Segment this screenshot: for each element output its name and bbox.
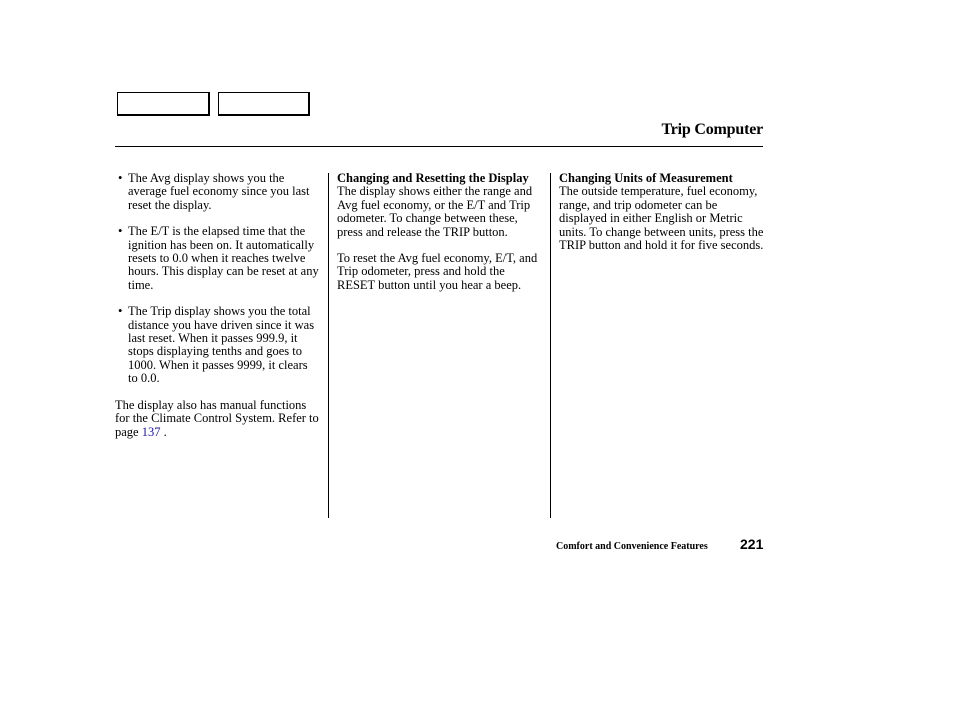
section-title: Trip Computer: [661, 121, 763, 138]
units-section: [559, 172, 765, 252]
footer-section-label: Comfort and Convenience Features: [556, 541, 708, 552]
column-3: [559, 172, 765, 265]
reset-heading: Changing and Resetting the Display: [337, 171, 529, 185]
nav-next-button[interactable]: [218, 92, 310, 116]
closing-paragraph: [115, 399, 320, 439]
reset-paragraph-1: The display shows either the range and Avg fuel economy, or the E/T and Trip odometer. To change between these, press and release the TRIP button.: [337, 184, 533, 239]
column-divider-1: [328, 173, 329, 518]
units-paragraph: The outside temperature, fuel economy, range, and trip odometer can be displayed in either English or Metric units. To change between units, press the TRIP button and hold it for five seconds.: [559, 184, 764, 253]
bullet-item-trip: [115, 305, 320, 385]
closing-end: .: [163, 424, 167, 439]
column-divider-2: [550, 173, 551, 518]
reset-paragraph-2: To reset the Avg fuel economy, E/T, and Trip odometer, press and hold the RESET button until you hear a beep.: [337, 251, 538, 292]
column-2: [337, 172, 543, 305]
nav-previous-button[interactable]: [117, 92, 210, 116]
bullet-text: The Trip display shows you the total distance you have driven since it was last reset. When it passes 999.9, it stops displaying tenths and goes to 1000. When it passes 9999, it clears to 0.0.: [128, 304, 315, 386]
bullet-icon: •: [118, 224, 123, 239]
bullet-icon: •: [118, 171, 123, 185]
reset-section: [337, 172, 543, 239]
bullet-item-et: [115, 225, 320, 292]
bullet-text: The E/T is the elapsed time that the ignition has been on. It automatically resets to 0.0 when it reaches twelve hours. This display can be reset at any time.: [128, 224, 319, 292]
header-rule: [115, 146, 763, 147]
column-1: [115, 172, 320, 452]
closing-text: The display also has manual functions for the Climate Control System. Refer to page: [115, 397, 319, 439]
page-number: 221: [740, 536, 764, 552]
bullet-text: The Avg display shows you the average fuel economy since you last reset the display.: [128, 171, 310, 212]
bullet-item-avg: [115, 172, 320, 212]
page-reference-link[interactable]: 137: [141, 424, 161, 439]
bullet-icon: •: [118, 304, 123, 319]
units-heading: Changing Units of Measurement: [559, 171, 733, 185]
